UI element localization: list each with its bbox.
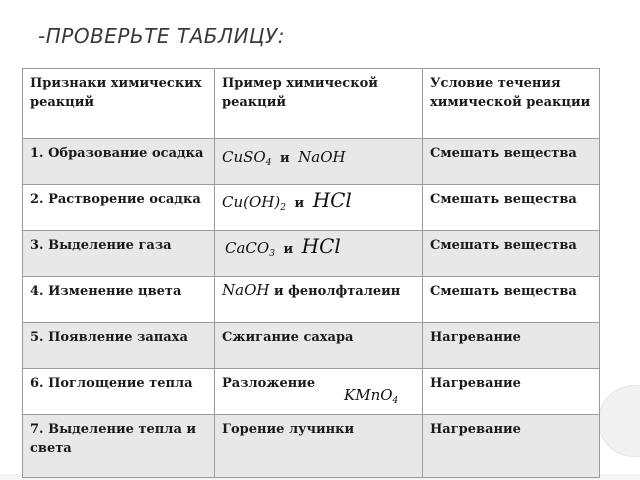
example-cell-4 [215, 277, 422, 323]
formula-naoh: NaOH [222, 281, 270, 299]
conj-and: и [294, 196, 305, 211]
example-cell-5: Сжигание сахара [215, 323, 422, 369]
sign-cell-4: 4. Изменение цвета [23, 277, 214, 323]
example-4-rest: и фенолфталеин [273, 284, 401, 299]
reactions-table [22, 68, 600, 478]
formula-hcl: HCl [312, 188, 352, 212]
sign-cell-7: 7. Выделение тепла и света [23, 415, 214, 477]
conj-and: и [283, 242, 294, 257]
formula-hcl: HCl [301, 234, 341, 258]
sign-cell-5: 5. Появление запаха [23, 323, 214, 369]
example-cell-3 [215, 231, 422, 277]
sign-cell-2: 2. Растворение осадка [23, 185, 214, 231]
formula-cuso4: CuSO$_4$ [222, 148, 272, 168]
formula-cuoh2: $Cu(OH)_2$ [222, 193, 286, 213]
formula-caco3: CaCO$_3$ [225, 239, 275, 259]
example-cell-6: Разложение [215, 369, 422, 415]
condition-cell-2: Смешать вещества [423, 185, 599, 231]
condition-cell-4: Смешать вещества [423, 277, 599, 323]
header-conditions: Условие течения химической реакции [423, 69, 599, 139]
formula-naoh: NaOH [298, 148, 346, 166]
column-signs [23, 69, 215, 477]
column-conditions [423, 69, 599, 477]
sign-cell-6: 6. Поглощение тепла [23, 369, 214, 415]
condition-cell-7: Нагревание [423, 415, 599, 477]
sign-cell-3: 3. Выделение газа [23, 231, 214, 277]
condition-cell-3: Смешать вещества [423, 231, 599, 277]
example-cell-1 [215, 139, 422, 185]
slide-title: -ПРОВЕРЬТЕ ТАБЛИЦУ: [38, 24, 285, 48]
example-cell-2 [215, 185, 422, 231]
conj-and: и [279, 151, 290, 166]
example-cell-7: Горение лучинки [215, 415, 422, 477]
condition-cell-5: Нагревание [423, 323, 599, 369]
condition-cell-1: Смешать вещества [423, 139, 599, 185]
condition-cell-6: Нагревание [423, 369, 599, 415]
formula-kmno4: KMnO$_4$ [344, 386, 399, 406]
header-signs: Признаки химических реакций [23, 69, 214, 139]
column-examples [215, 69, 423, 477]
sign-cell-1: 1. Образование осадка [23, 139, 214, 185]
header-examples: Пример химической реакций [215, 69, 422, 139]
